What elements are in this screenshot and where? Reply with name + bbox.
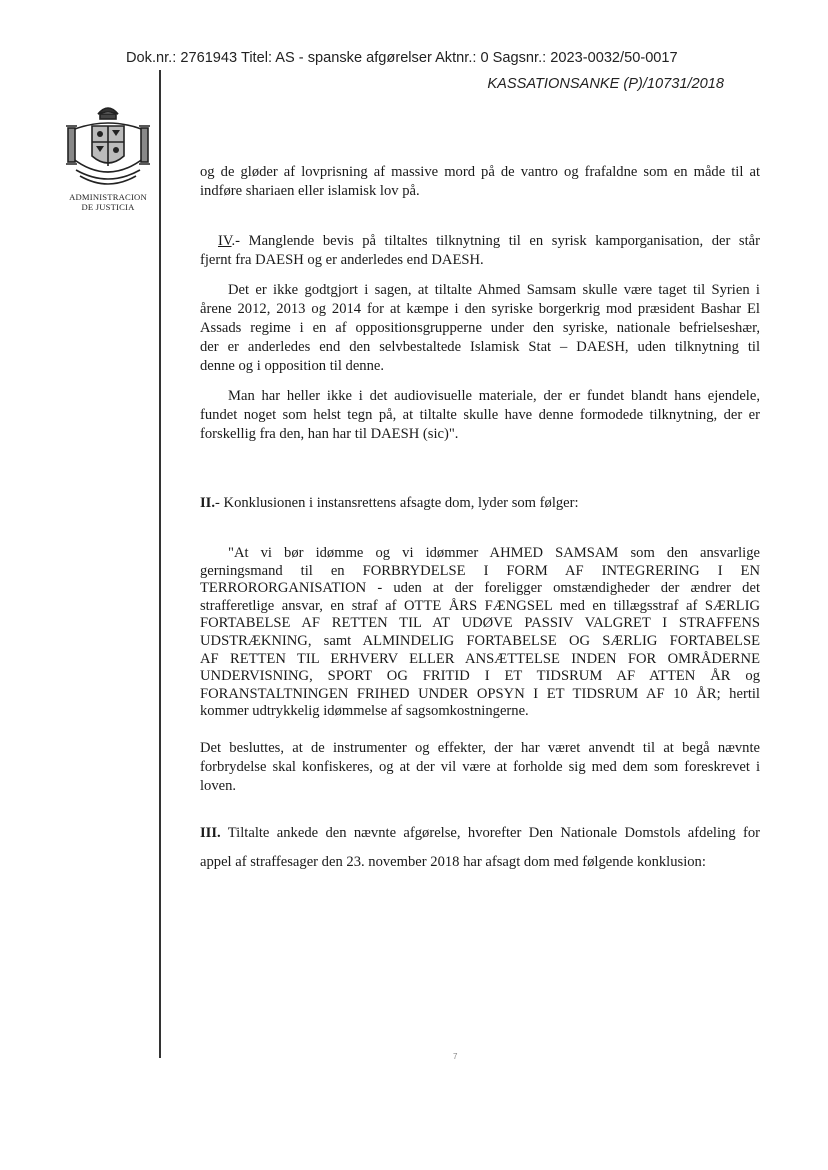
margin-rule bbox=[159, 70, 161, 1058]
paragraph-confiscation bbox=[200, 739, 760, 796]
paragraph-audiovisual-material bbox=[200, 387, 760, 444]
text-line: Man har heller ikke i det audiovisuelle materiale, der er fundet blandt hans ejendele, bbox=[228, 388, 760, 404]
text-line: UNDERVISNING, SPORT OG FRITID I ET TIDSRUM AF ATTEN ÅR og bbox=[200, 668, 760, 685]
section-iii-text: Tiltalte ankede den nævnte afgørelse, hvorefter Den Nationale Domstols afdeling for bbox=[220, 825, 760, 841]
section-iii bbox=[200, 819, 760, 877]
text-line: "At vi bør idømme og vi idømmer AHMED SAMSAM som den ansvarlige bbox=[228, 545, 760, 561]
paragraph-no-proof-syria bbox=[200, 281, 760, 376]
text-line: Det besluttes, at de instrumenter og effekter, der har været anvendt til at begå nævnte bbox=[200, 740, 760, 756]
text-line: denne og i opposition til denne. bbox=[200, 358, 385, 374]
section-iv bbox=[200, 232, 760, 270]
text-line: FORTABELSE AF RETTEN TIL AT UDØVE PASSIV VALGRET I STRAFFENS bbox=[200, 615, 760, 632]
text-line: loven. bbox=[200, 778, 237, 794]
text-line: Det er ikke godtgjort i sagen, at tiltalte Ahmed Samsam skulle være taget til Syrien i bbox=[228, 282, 760, 298]
emblem-caption-line-1: ADMINISTRACION bbox=[69, 192, 147, 202]
section-iv-text: .- Manglende bevis på tiltaltes tilknytning til en syrisk kamporganisation, der står bbox=[231, 233, 760, 249]
text-line: Assads regime i en af oppositionsgrupperne under den syriske, nationale befrielseshær, bbox=[200, 320, 760, 336]
section-ii-line bbox=[200, 494, 760, 513]
text-line: UDSTRÆKNING, samt ALMINDELIG FORTABELSE OG SÆRLIG FORTABELSE bbox=[200, 632, 760, 649]
text-line: kommer udtrykkelig idømmelse af sagsomkostningerne. bbox=[200, 703, 529, 720]
text-line: TERRORORGANISATION - uden at der foreligger omstændigheder der ændrer det bbox=[200, 580, 760, 597]
emblem-caption bbox=[58, 192, 158, 212]
text-line: indføre shariaen eller islamisk lov på. bbox=[200, 183, 420, 199]
paragraph-praise-of-killings bbox=[200, 163, 760, 201]
emblem-caption-line-2: DE JUSTICIA bbox=[81, 202, 135, 212]
text-line: forbrydelse skal konfiskeres, og at der vil være at forholde sig med dem som foreskrevet i bbox=[200, 759, 760, 775]
section-ii-text: - Konklusionen i instansrettens afsagte dom, lyder som følger: bbox=[215, 495, 579, 511]
text-line: gerningsmand til en FORBRYDELSE I FORM AF INTEGRERING I EN bbox=[200, 562, 760, 579]
text-line: FORANSTALTNINGEN FRIHED UNDER OPSYN I ET TIDSRUM AF 10 ÅR; hertil bbox=[200, 685, 760, 702]
text-line: forskellig fra den, han har til DAESH (sic)". bbox=[200, 426, 459, 442]
section-iv-line-1 bbox=[200, 232, 760, 251]
page-mark: 7 bbox=[453, 1052, 458, 1061]
text-line: fundet noget som helst tegn på, at tiltalte skulle have denne formodede tilknytning, der er bbox=[200, 407, 760, 423]
text-line: AF RETTEN TIL ERHVERV ELLER ANSÆTTELSE INDEN FOR OMRÅDERNE bbox=[200, 650, 760, 667]
section-iii-line-1 bbox=[200, 819, 760, 848]
section-ii-label: II. bbox=[200, 495, 216, 511]
text-line: der er anderledes end den selvbestaltede Islamisk Stat – DAESH, uden tilknytning til bbox=[200, 339, 760, 355]
text-line: og de gløder af lovprisning af massive mord på de vantro og frafaldne som en måde til at bbox=[200, 164, 760, 180]
verdict-quote bbox=[200, 545, 760, 721]
section-iv-line-2: fjernt fra DAESH og er anderledes end DAESH. bbox=[200, 252, 484, 268]
text-line: strafferetlige ansvar, en straf af OTTE ÅRS FÆNGSEL med en tillægsstraf af SÆRLIG bbox=[200, 597, 760, 614]
case-number: KASSATIONSANKE (P)/10731/2018 bbox=[487, 76, 724, 92]
section-iii-label: III. bbox=[200, 825, 221, 841]
section-iii-line-2: appel af straffesager den 23. november 2018 har afsagt dom med følgende konklusion: bbox=[200, 854, 706, 870]
section-iv-numeral: IV bbox=[218, 233, 232, 249]
text-line: årene 2012, 2013 og 2014 for at kæmpe i den syriske borgerkrig mod præsident Bashar El bbox=[200, 301, 760, 317]
coat-of-arms-icon bbox=[62, 100, 154, 192]
document-header-line: Dok.nr.: 2761943 Titel: AS - spanske afgørelser Aktnr.: 0 Sagsnr.: 2023-0032/50-0017 bbox=[126, 50, 678, 66]
section-ii bbox=[200, 494, 760, 513]
